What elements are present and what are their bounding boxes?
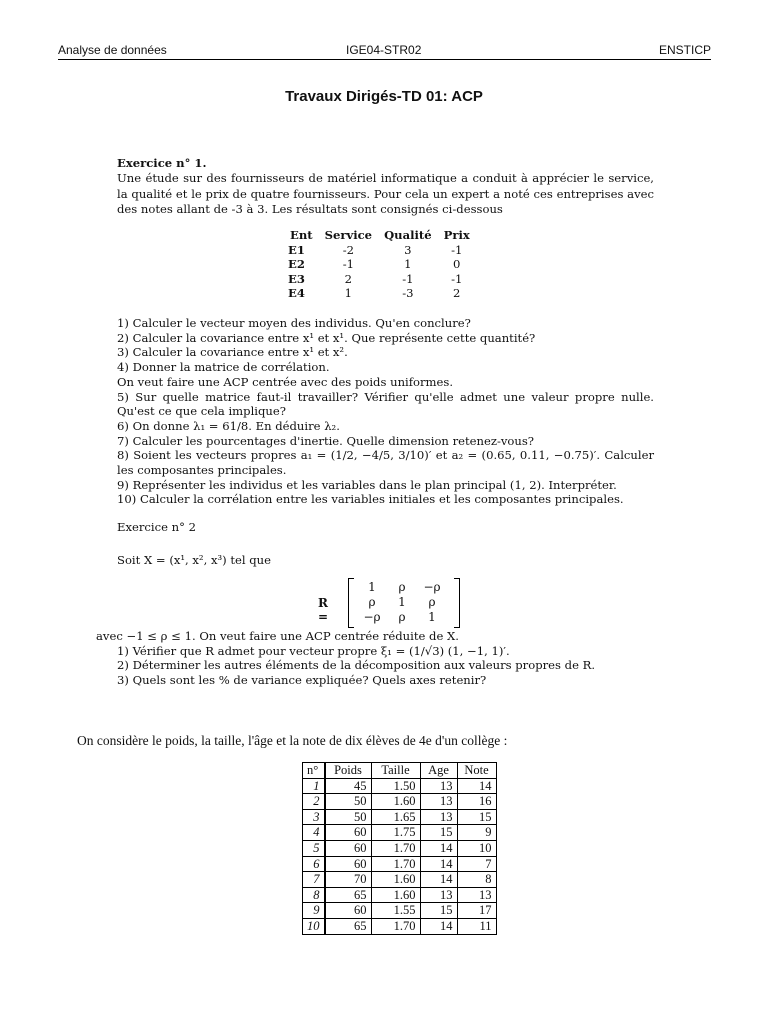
exercise-2-intro: Soit X = (x¹, x², x³) tel que bbox=[117, 553, 272, 567]
table-cell: 13 bbox=[420, 778, 457, 794]
matrix-cell: ρ bbox=[398, 610, 406, 624]
table-cell: 10 bbox=[303, 918, 325, 934]
table-cell: -2 bbox=[342, 242, 354, 257]
table-cell: 15 bbox=[420, 903, 457, 919]
table-cell: 7 bbox=[457, 856, 496, 872]
table-row bbox=[303, 887, 497, 903]
table-cell: 3 bbox=[404, 242, 412, 257]
header-school: ENSTICP bbox=[658, 43, 711, 57]
table-cell: 1 bbox=[344, 286, 353, 300]
table-cell: 11 bbox=[457, 918, 496, 934]
matrix-cell: −ρ bbox=[363, 610, 381, 624]
table-cell: 1.60 bbox=[371, 887, 420, 903]
exercise-1-statement: Une étude sur des fournisseurs de matériel informatique a conduit à apprécier le service, la qualité et le prix de quatre fournisseurs. Pour cela un expert a noté ces entreprises avec des notes allant de -3 à 3. Les résultats sont consignés ci-dessous bbox=[117, 171, 654, 217]
table-cell: E3 bbox=[288, 271, 305, 286]
table-cell: 15 bbox=[420, 825, 457, 841]
table-cell: 14 bbox=[420, 872, 457, 888]
table-cell: 2 bbox=[344, 271, 353, 286]
table-row bbox=[303, 778, 497, 794]
column-header: Service bbox=[324, 228, 373, 242]
matrix-label: R = bbox=[318, 596, 329, 624]
students-table bbox=[302, 762, 497, 935]
table-cell: 45 bbox=[325, 778, 372, 794]
table-cell: -1 bbox=[342, 257, 354, 271]
question: On veut faire une ACP centrée avec des poids uniformes. bbox=[117, 374, 454, 389]
column-header: Qualité bbox=[384, 228, 432, 242]
table-cell: 13 bbox=[457, 887, 496, 903]
table-cell: 50 bbox=[325, 794, 372, 810]
question: 1) Vérifier que R admet pour vecteur propre ξ₁ = (1/√3) (1, −1, 1)′. bbox=[117, 643, 510, 658]
exercise-2-heading: Exercice n° 2 bbox=[117, 520, 196, 534]
table-cell: 1.75 bbox=[371, 825, 420, 841]
column-header: n° bbox=[303, 763, 325, 779]
table-row bbox=[303, 918, 497, 934]
question: 3) Calculer la covariance entre x¹ et x². bbox=[117, 345, 348, 360]
header-course: Analyse de données bbox=[58, 43, 167, 57]
table-cell: E4 bbox=[288, 286, 305, 300]
table-cell: 1.70 bbox=[371, 856, 420, 872]
table-cell: E2 bbox=[288, 257, 305, 271]
page-title: Travaux Dirigés-TD 01: ACP bbox=[285, 88, 483, 105]
table-cell: 60 bbox=[325, 856, 372, 872]
table-header-row bbox=[303, 763, 497, 779]
table-row bbox=[303, 809, 497, 825]
matrix-cell: 1 bbox=[398, 595, 406, 609]
table-cell: 1.60 bbox=[371, 794, 420, 810]
table-cell: 3 bbox=[303, 809, 325, 825]
table-cell: 14 bbox=[457, 778, 496, 794]
table-cell: 70 bbox=[325, 872, 372, 888]
table-cell: 9 bbox=[457, 825, 496, 841]
table-cell: 0 bbox=[453, 257, 461, 271]
exercise-1-heading: Exercice n° 1. bbox=[117, 156, 207, 170]
table-cell: 2 bbox=[453, 286, 461, 300]
table-cell: 60 bbox=[325, 903, 372, 919]
table-cell: 2 bbox=[303, 794, 325, 810]
table-cell: 1.65 bbox=[371, 809, 420, 825]
table-cell: 65 bbox=[325, 918, 372, 934]
table-row bbox=[303, 872, 497, 888]
table-row bbox=[303, 856, 497, 872]
matrix-cell: ρ bbox=[428, 595, 436, 609]
matrix-cell: ρ bbox=[398, 580, 406, 594]
table-cell: 4 bbox=[303, 825, 325, 841]
question: 8) Soient les vecteurs propres a₁ = (1/2, −4/5, 3/10)′ et a₂ = (0.65, 0.11, −0.75)′. Calculer les composantes principales. bbox=[117, 448, 654, 478]
matrix-grid bbox=[357, 580, 447, 625]
table-cell: 15 bbox=[457, 809, 496, 825]
question: 4) Donner la matrice de corrélation. bbox=[117, 360, 330, 375]
table-cell: 17 bbox=[457, 903, 496, 919]
table-cell: 14 bbox=[420, 918, 457, 934]
matrix-cell: ρ bbox=[368, 595, 376, 609]
header-code: IGE04-STR02 bbox=[346, 43, 422, 57]
exercise-1-questions bbox=[117, 316, 654, 507]
column-header: Taille bbox=[371, 763, 420, 779]
table-row bbox=[284, 272, 476, 287]
table-cell: 1 bbox=[303, 778, 325, 794]
matrix-cell: −ρ bbox=[423, 580, 441, 594]
table-cell: 1.70 bbox=[371, 918, 420, 934]
page-header bbox=[58, 43, 711, 60]
table-cell: 8 bbox=[457, 872, 496, 888]
table-cell: 5 bbox=[303, 840, 325, 856]
column-header: Prix bbox=[443, 228, 470, 242]
exercise-3-intro: On considère le poids, la taille, l'âge et la note de dix élèves de 4e d'un collège : bbox=[77, 733, 508, 748]
table-cell: 1.50 bbox=[371, 778, 420, 794]
exercise-2-questions bbox=[96, 629, 656, 688]
table-header-row bbox=[284, 228, 476, 243]
table-cell: 1 bbox=[404, 257, 412, 271]
table-cell: 60 bbox=[325, 825, 372, 841]
table-cell: 1.55 bbox=[371, 903, 420, 919]
column-header: Note bbox=[457, 763, 496, 779]
matrix-cell: 1 bbox=[368, 580, 376, 594]
question: 6) On donne λ₁ = 61/8. En déduire λ₂. bbox=[117, 418, 340, 433]
question: 9) Représenter les individus et les variables dans le plan principal (1, 2). Interpréter. bbox=[117, 477, 617, 492]
table-cell: 50 bbox=[325, 809, 372, 825]
table-row bbox=[284, 243, 476, 258]
table-row bbox=[303, 794, 497, 810]
table-cell: 13 bbox=[420, 809, 457, 825]
question: 2) Calculer la covariance entre x¹ et x¹. Que représente cette quantité? bbox=[117, 330, 536, 345]
table-cell: 13 bbox=[420, 887, 457, 903]
table-cell: 13 bbox=[420, 794, 457, 810]
table-row bbox=[284, 257, 476, 272]
matrix-cell: 1 bbox=[428, 610, 436, 624]
table-row bbox=[303, 840, 497, 856]
exercise-1-intro bbox=[117, 156, 654, 218]
table-cell: -3 bbox=[402, 286, 414, 300]
table-cell: 8 bbox=[303, 887, 325, 903]
table-cell: 1.60 bbox=[371, 872, 420, 888]
table-cell: 10 bbox=[457, 840, 496, 856]
table-cell: 16 bbox=[457, 794, 496, 810]
table-cell: 60 bbox=[325, 840, 372, 856]
question: avec −1 ≤ ρ ≤ 1. On veut faire une ACP centrée réduite de X. bbox=[96, 629, 459, 643]
question: 7) Calculer les pourcentages d'inertie. Quelle dimension retenez-vous? bbox=[117, 433, 535, 448]
table-cell: 6 bbox=[303, 856, 325, 872]
suppliers-table bbox=[284, 228, 476, 301]
table-cell: 1.70 bbox=[371, 840, 420, 856]
question: 10) Calculer la corrélation entre les variables initiales et les composantes principales. bbox=[117, 492, 624, 507]
table-cell: 14 bbox=[420, 856, 457, 872]
column-header: Ent bbox=[290, 228, 313, 242]
matrix-brackets bbox=[348, 578, 460, 628]
table-cell: E1 bbox=[288, 242, 305, 257]
question: 1) Calculer le vecteur moyen des individus. Qu'en conclure? bbox=[117, 316, 471, 330]
table-cell: 9 bbox=[303, 903, 325, 919]
column-header: Age bbox=[420, 763, 457, 779]
table-cell: 14 bbox=[420, 840, 457, 856]
table-cell: 65 bbox=[325, 887, 372, 903]
column-header: Poids bbox=[325, 763, 372, 779]
question: 2) Déterminer les autres éléments de la décomposition aux valeurs propres de R. bbox=[117, 658, 596, 673]
table-row bbox=[284, 286, 476, 301]
table-row bbox=[303, 825, 497, 841]
table-cell: -1 bbox=[402, 271, 414, 286]
table-cell: -1 bbox=[451, 271, 463, 286]
table-cell: -1 bbox=[451, 242, 463, 257]
question: 5) Sur quelle matrice faut-il travailler? Vérifier qu'elle admet une valeur propre nulle. Qu'est ce que cela implique? bbox=[117, 389, 654, 419]
question: 3) Quels sont les % de variance expliquée? Quels axes retenir? bbox=[117, 673, 487, 688]
table-row bbox=[303, 903, 497, 919]
table-cell: 7 bbox=[303, 872, 325, 888]
